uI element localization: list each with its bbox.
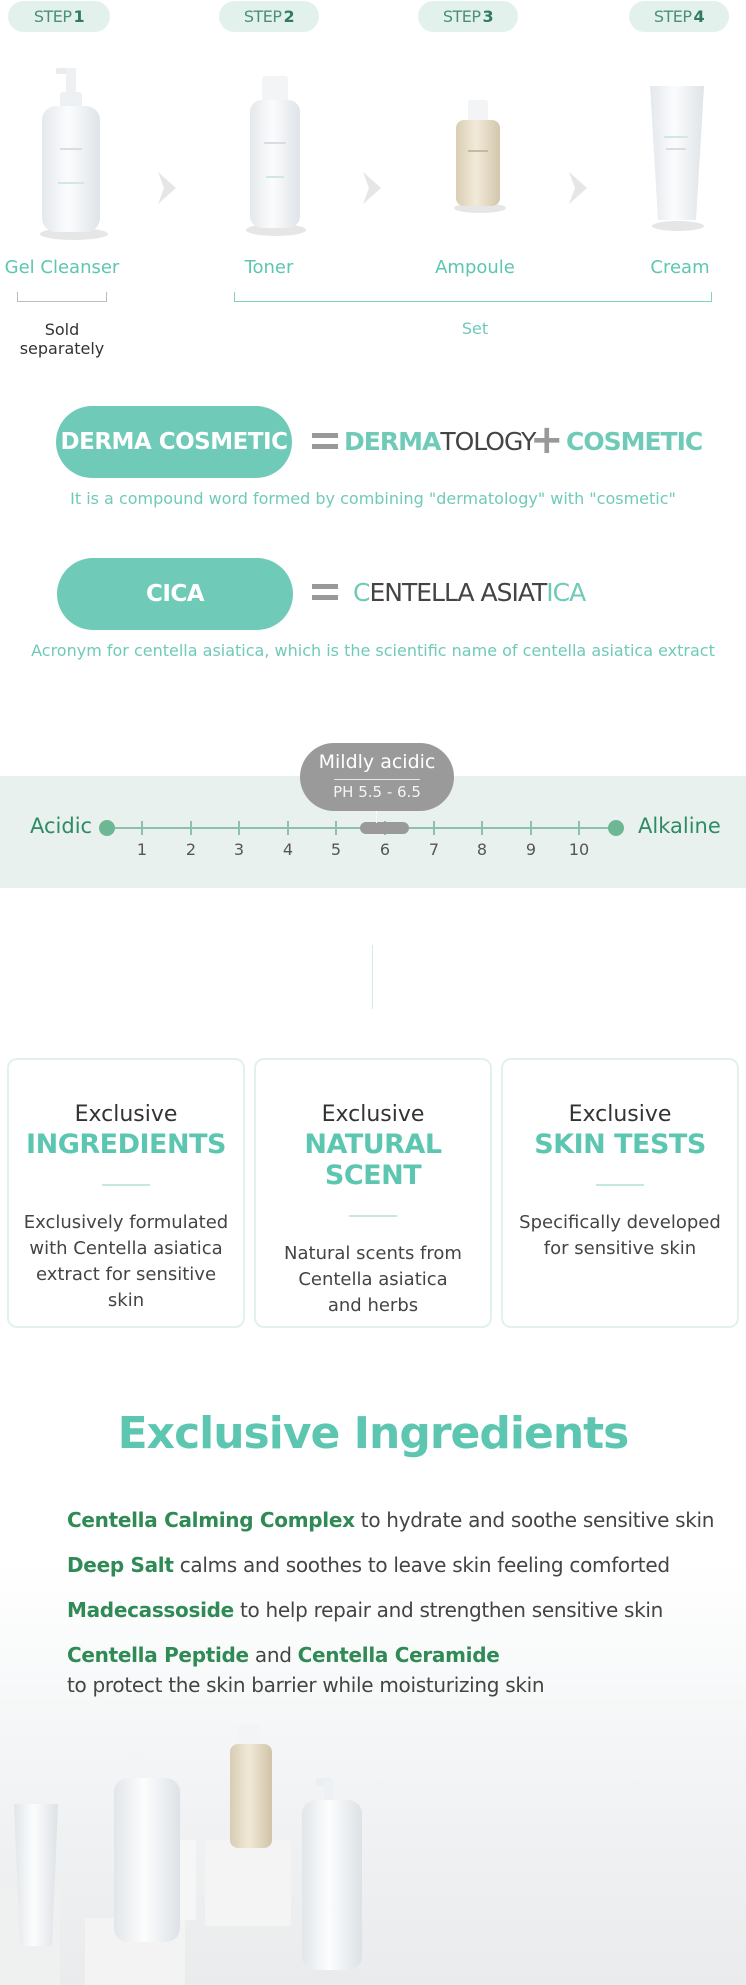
ph-tick [433,821,435,835]
plus-icon: + [530,417,564,463]
chevron-right-icon [156,170,180,206]
card-divider [596,1184,644,1186]
ph-tick-label: 5 [330,840,342,859]
ph-tick [141,821,143,835]
ph-tick-label: 6 [379,840,391,859]
ingredient-line-4-cont: to protect the skin barrier while moisturizing skin [67,1673,545,1697]
ph-tick [481,821,483,835]
bubble-divider [334,779,420,780]
ph-alkaline-label: Alkaline [638,814,721,838]
ph-tick-label: 1 [136,840,148,859]
toner-bottle-image [240,72,310,237]
step2-label: Toner [244,257,294,278]
step1-number: 1 [73,7,85,26]
step2-pill [219,1,319,32]
product-group-photo [0,1720,440,1985]
ph-tick [578,821,580,835]
set-bracket [234,292,712,302]
step3-pill [418,1,518,32]
card-divider [102,1184,150,1186]
step1-prefix: STEP [33,7,72,26]
ph-tick [530,821,532,835]
ph-tick-label: 4 [282,840,294,859]
ph-tick [190,821,192,835]
sold-separately-bracket [17,292,107,302]
set-note: Set [461,319,489,338]
centella-asiatica-word: CENTELLA ASIATICA [353,578,586,607]
equals-icon [312,433,338,455]
card-prefix: Exclusive [321,1102,425,1127]
ingredients-heading: Exclusive Ingredients [117,1408,629,1459]
ingredient-line-4: Centella Peptide and Centella Ceramide [67,1643,500,1667]
equals-icon [312,584,338,606]
card-body: Specifically developed for sensitive skin [519,1212,721,1259]
bubble-range: PH 5.5 - 6.5 [333,783,421,801]
card-title: INGREDIENTS [26,1129,226,1160]
step1-label: Gel Cleanser [4,257,120,278]
ph-range-marker [360,822,409,834]
step3-label: Ampoule [435,257,515,278]
card-body: Natural scents from Centella asiatica and herbs [284,1243,462,1316]
card-prefix: Exclusive [74,1102,178,1127]
card-prefix: Exclusive [568,1102,672,1127]
ph-acidic-endpoint [99,820,115,836]
card-title: SKIN TESTS [534,1129,706,1160]
ingredient-line-1: Centella Calming Complex to hydrate and soothe sensitive skin [67,1508,715,1532]
step2-prefix: STEP [243,7,282,26]
cica-definition: Acronym for centella asiatica, which is the scientific name of centella asiatica extract [31,641,715,660]
section-divider-line [372,945,373,1009]
card-ingredients [7,1058,245,1328]
gel-cleanser-bottle-image [30,62,110,242]
step2-number: 2 [283,7,295,26]
sold-separately-note: Sold separately [19,320,105,358]
bubble-title: Mildly acidic [318,751,436,773]
step4-pill [629,1,729,32]
ph-acidic-label: Acidic [30,814,93,838]
step4-label: Cream [650,257,710,278]
ph-tick-label: 8 [476,840,488,859]
cosmetic-word: COSMETIC [566,427,703,456]
derma-cosmetic-pill: DERMA COSMETIC [56,406,292,478]
ph-tick [287,821,289,835]
step1-pill [8,1,110,32]
card-natural-scent [254,1058,492,1328]
step4-prefix: STEP [653,7,692,26]
derma-highlight: DERMA [344,427,441,456]
derma-definition: It is a compound word formed by combining "dermatology" with "cosmetic" [70,489,676,508]
card-title: NATURAL SCENT [304,1129,442,1191]
ph-alkaline-endpoint [608,820,624,836]
step3-prefix: STEP [442,7,481,26]
ph-tick [335,821,337,835]
step3-number: 3 [482,7,494,26]
dermatology-word [344,427,535,456]
cream-tube-image [644,82,710,232]
card-skin-tests [501,1058,739,1328]
ph-tick-label: 9 [525,840,537,859]
card-divider [349,1215,397,1217]
chevron-right-icon [361,170,385,206]
chevron-right-icon [567,170,591,206]
mildly-acidic-bubble [300,743,454,811]
ph-tick-label: 2 [185,840,197,859]
ingredient-line-3: Madecassoside to help repair and strengthen sensitive skin [67,1598,664,1622]
ph-tick-label: 7 [428,840,440,859]
ph-tick-label: 10 [568,840,590,859]
ampoule-bottle-image [448,96,508,214]
ph-tick [238,821,240,835]
ph-tick-label: 3 [233,840,245,859]
step4-number: 4 [693,7,705,26]
ingredient-line-2: Deep Salt calms and soothes to leave skin feeling comforted [67,1553,670,1577]
tology-text: TOLOGY [440,427,536,456]
cica-pill: CICA [57,558,293,630]
card-body: Exclusively formulated with Centella asiatica extract for sensitive skin [23,1212,229,1311]
ph-pointer-dash [376,811,377,823]
